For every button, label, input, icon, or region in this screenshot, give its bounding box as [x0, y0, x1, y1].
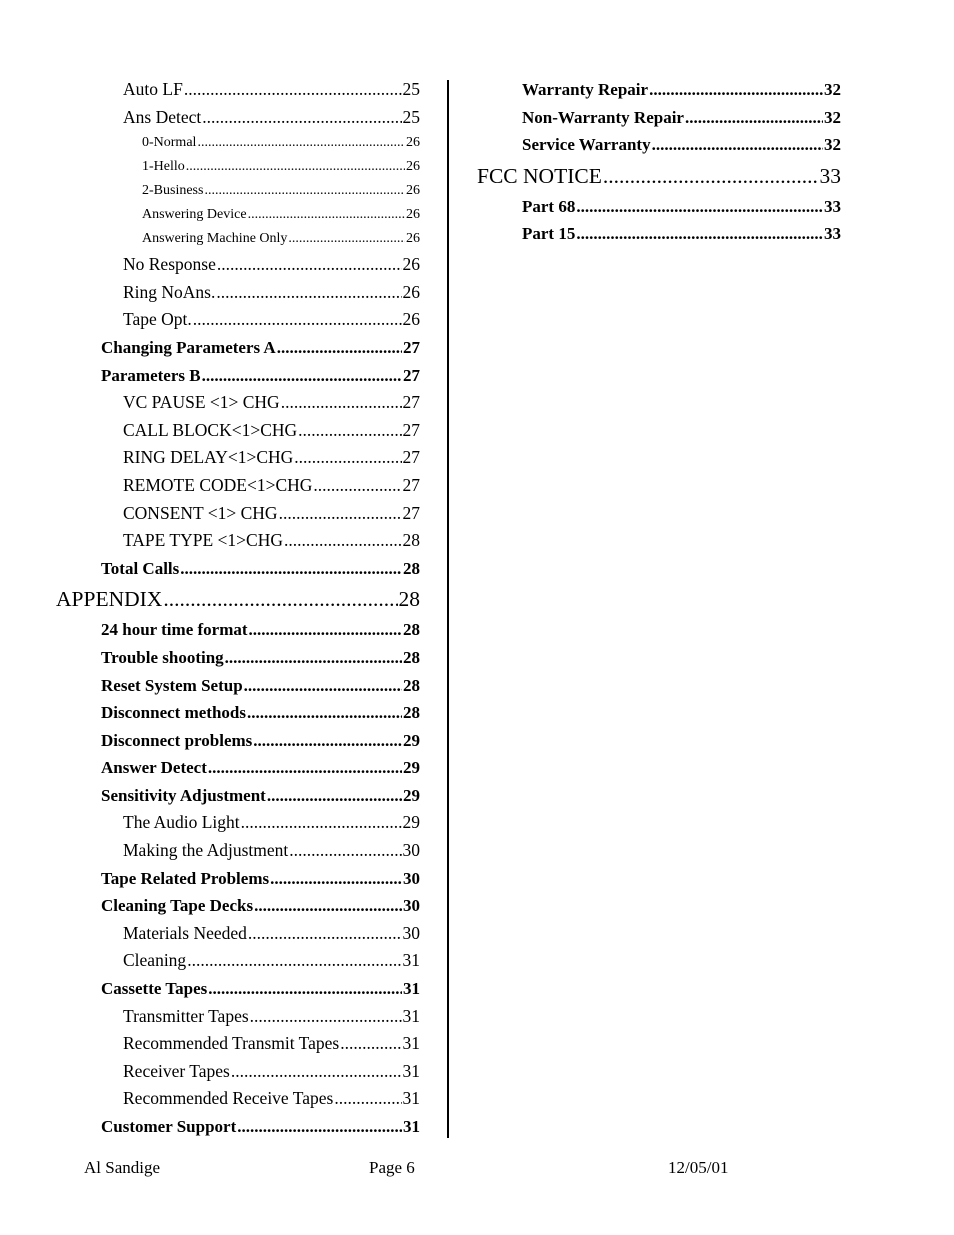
- toc-entry[interactable]: [56, 279, 420, 307]
- toc-entry-label: Non-Warranty Repair: [522, 107, 684, 127]
- toc-entry-page: 27: [402, 419, 420, 440]
- toc-entry[interactable]: [56, 947, 420, 975]
- toc-entry[interactable]: [56, 837, 420, 865]
- toc-entry[interactable]: [56, 362, 420, 390]
- toc-entry-label: Sensitivity Adjustment: [101, 785, 266, 805]
- toc-entry-label: No Response: [123, 254, 216, 275]
- toc-entry[interactable]: [56, 155, 420, 179]
- toc-entry-page: 31: [402, 1033, 420, 1054]
- toc-entry-page: 28: [403, 620, 420, 640]
- toc-column-right: [477, 76, 841, 248]
- toc-entry[interactable]: [56, 865, 420, 893]
- toc-dot-leader: [241, 809, 402, 837]
- toc-entry-label: 1-Hello: [142, 159, 185, 175]
- toc-entry-label: Transmitter Tapes: [123, 1005, 249, 1026]
- toc-dot-leader: [603, 159, 819, 193]
- toc-entry[interactable]: [56, 389, 420, 417]
- toc-dot-leader: [576, 220, 823, 248]
- toc-dot-leader: [193, 306, 402, 334]
- toc-entry-page: 32: [824, 107, 841, 127]
- toc-entry-page: 27: [402, 502, 420, 523]
- toc-entry-page: 26: [402, 281, 420, 302]
- toc-entry-label: CALL BLOCK<1>CHG: [123, 419, 298, 440]
- toc-dot-leader: [187, 947, 401, 975]
- toc-dot-leader: [294, 444, 401, 472]
- toc-dot-leader: [180, 555, 402, 583]
- toc-entry-label: Disconnect problems: [101, 730, 253, 750]
- toc-entry-page: 26: [402, 309, 420, 330]
- toc-entry-label: Parameters B: [101, 365, 201, 385]
- toc-entry-label: Warranty Repair: [522, 80, 649, 99]
- toc-entry-page: 31: [402, 1088, 420, 1109]
- toc-entry[interactable]: [477, 193, 841, 221]
- toc-entry-page: 31: [402, 1005, 420, 1026]
- toc-dot-leader: [267, 782, 402, 810]
- toc-entry[interactable]: [56, 616, 420, 644]
- toc-entry-page: 31: [402, 950, 420, 971]
- toc-entry-label: APPENDIX: [56, 587, 163, 612]
- toc-dot-leader: [202, 362, 402, 390]
- toc-entry[interactable]: [56, 727, 420, 755]
- toc-entry[interactable]: [56, 555, 420, 583]
- toc-entry-label: Tape Opt.: [123, 309, 192, 330]
- toc-dot-leader: [247, 699, 402, 727]
- toc-entry-label: Total Calls: [101, 558, 180, 578]
- toc-dot-leader: [576, 193, 823, 221]
- toc-dot-leader: [248, 203, 405, 227]
- toc-entry-page: 29: [403, 758, 420, 778]
- toc-entry-page: 32: [824, 135, 841, 155]
- toc-entry-page: 31: [402, 1060, 420, 1081]
- toc-entry[interactable]: [56, 754, 420, 782]
- toc-dot-leader: [253, 727, 402, 755]
- toc-entry-page: 30: [403, 868, 420, 888]
- toc-entry-label: Answer Detect: [101, 758, 207, 778]
- toc-entry-label: Reset System Setup: [101, 675, 243, 695]
- toc-dot-leader: [277, 334, 402, 362]
- toc-entry-page: 29: [403, 730, 420, 750]
- toc-entry-label: Service Warranty: [522, 135, 651, 155]
- toc-dot-leader: [197, 131, 405, 155]
- toc-entry-label: Tape Related Problems: [101, 868, 270, 888]
- toc-entry-label: Answering Machine Only: [142, 231, 288, 247]
- toc-dot-leader: [279, 500, 402, 528]
- toc-dot-leader: [184, 76, 402, 104]
- toc-entry[interactable]: [56, 1030, 420, 1058]
- toc-entry-label: Part 68: [522, 196, 576, 216]
- toc-entry-label: Ans Detect: [123, 106, 202, 127]
- toc-dot-leader: [248, 920, 402, 948]
- toc-entry-label: Making the Adjustment: [123, 840, 289, 861]
- toc-entry[interactable]: [56, 699, 420, 727]
- toc-entry[interactable]: [56, 131, 420, 155]
- toc-dot-leader: [313, 472, 401, 500]
- toc-dot-leader: [249, 616, 402, 644]
- toc-entry[interactable]: [56, 782, 420, 810]
- toc-entry[interactable]: [477, 131, 841, 159]
- toc-dot-leader: [204, 179, 405, 203]
- toc-dot-leader: [231, 1058, 402, 1086]
- toc-entry-page: 28: [403, 703, 420, 723]
- toc-entry[interactable]: [56, 1058, 420, 1086]
- toc-dot-leader: [334, 1085, 401, 1113]
- toc-dot-leader: [202, 104, 401, 132]
- toc-entry-label: CONSENT <1> CHG: [123, 502, 278, 523]
- toc-entry-page: 30: [402, 922, 420, 943]
- toc-entry-page: 29: [402, 812, 420, 833]
- toc-dot-leader: [237, 1113, 402, 1141]
- toc-entry[interactable]: [477, 76, 841, 104]
- toc-entry-label: FCC NOTICE: [477, 163, 602, 188]
- toc-entry-page: 28: [398, 587, 420, 612]
- toc-entry-page: 33: [819, 163, 841, 188]
- column-divider: [447, 80, 449, 1138]
- toc-entry[interactable]: [56, 251, 420, 279]
- toc-entry-page: 26: [406, 207, 420, 223]
- toc-entry-page: 29: [403, 785, 420, 805]
- toc-entry-page: 26: [402, 254, 420, 275]
- toc-entry[interactable]: [56, 179, 420, 203]
- toc-entry-page: 30: [402, 840, 420, 861]
- toc-entry-label: RING DELAY<1>CHG: [123, 447, 294, 468]
- toc-entry[interactable]: [477, 220, 841, 248]
- toc-entry-label: Cleaning Tape Decks: [101, 896, 254, 916]
- toc-entry[interactable]: [56, 809, 420, 837]
- toc-entry-label: Materials Needed: [123, 922, 247, 943]
- toc-entry-label: REMOTE CODE<1>CHG: [123, 474, 313, 495]
- toc-dot-leader: [244, 672, 402, 700]
- toc-entry-label: 0-Normal: [142, 135, 197, 151]
- toc-entry-page: 27: [403, 365, 420, 385]
- toc-entry-page: 28: [402, 530, 420, 551]
- toc-entry-label: Trouble shooting: [101, 647, 224, 667]
- toc-entry-label: Recommended Receive Tapes: [123, 1088, 334, 1109]
- toc-entry-label: Auto LF: [123, 79, 183, 99]
- footer-author: Al Sandige: [84, 1158, 161, 1177]
- toc-entry-page: 30: [403, 896, 420, 916]
- toc-entry-page: 27: [403, 337, 420, 357]
- toc-entry-label: 24 hour time format: [101, 620, 248, 640]
- toc-dot-leader: [652, 131, 823, 159]
- toc-entry-page: 33: [824, 224, 841, 244]
- toc-entry[interactable]: [56, 644, 420, 672]
- toc-entry-page: 31: [403, 1117, 420, 1136]
- toc-entry-page: 28: [403, 647, 420, 667]
- toc-dot-leader: [216, 279, 401, 307]
- toc-entry-page: 26: [406, 135, 420, 151]
- toc-dot-leader: [254, 892, 402, 920]
- toc-entry[interactable]: [56, 472, 420, 500]
- toc-entry[interactable]: [477, 159, 841, 193]
- toc-entry-page: 27: [402, 392, 420, 413]
- toc-entry-label: Changing Parameters A: [101, 337, 276, 357]
- toc-entry[interactable]: [56, 76, 420, 104]
- toc-entry[interactable]: [56, 582, 420, 616]
- toc-entry-page: 25: [402, 79, 420, 99]
- toc-column-left: [56, 76, 420, 1141]
- toc-entry-page: 25: [402, 106, 420, 127]
- toc-dot-leader: [217, 251, 402, 279]
- toc-dot-leader: [225, 644, 402, 672]
- toc-entry[interactable]: [56, 203, 420, 227]
- footer-page-number: Page 6: [369, 1158, 415, 1177]
- toc-entry-page: 31: [403, 979, 420, 999]
- toc-entry[interactable]: [56, 444, 420, 472]
- toc-entry-label: Answering Device: [142, 207, 247, 223]
- toc-dot-leader: [186, 155, 405, 179]
- toc-dot-leader: [284, 527, 402, 555]
- toc-entry-label: Cassette Tapes: [101, 979, 208, 999]
- toc-entry-page: 28: [403, 675, 420, 695]
- toc-entry[interactable]: [56, 417, 420, 445]
- toc-entry-page: 26: [406, 231, 420, 247]
- toc-entry-label: VC PAUSE <1> CHG: [123, 392, 280, 413]
- toc-dot-leader: [270, 865, 402, 893]
- toc-entry-label: TAPE TYPE <1>CHG: [123, 530, 283, 551]
- toc-entry-label: Receiver Tapes: [123, 1060, 230, 1081]
- toc-entry-page: 32: [824, 80, 841, 99]
- toc-entry[interactable]: [56, 1085, 420, 1113]
- toc-entry[interactable]: [56, 975, 420, 1003]
- toc-entry-page: 28: [403, 558, 420, 578]
- toc-entry[interactable]: [56, 306, 420, 334]
- toc-entry[interactable]: [56, 1113, 420, 1141]
- toc-dot-leader: [163, 582, 397, 616]
- toc-entry[interactable]: [56, 334, 420, 362]
- toc-entry[interactable]: [56, 527, 420, 555]
- toc-entry[interactable]: [56, 500, 420, 528]
- toc-entry-label: Customer Support: [101, 1117, 237, 1136]
- toc-entry[interactable]: [56, 1003, 420, 1031]
- toc-entry-label: Recommended Transmit Tapes: [123, 1033, 340, 1054]
- toc-dot-leader: [685, 104, 823, 132]
- toc-entry-page: 33: [824, 196, 841, 216]
- toc-dot-leader: [289, 837, 401, 865]
- toc-entry-page: 26: [406, 159, 420, 175]
- toc-dot-leader: [298, 417, 401, 445]
- toc-dot-leader: [649, 76, 823, 104]
- toc-entry-label: The Audio Light: [123, 812, 240, 833]
- toc-dot-leader: [208, 754, 402, 782]
- toc-entry[interactable]: [56, 920, 420, 948]
- toc-dot-leader: [208, 975, 402, 1003]
- toc-entry-label: Part 15: [522, 224, 576, 244]
- toc-entry-label: Ring NoAns.: [123, 281, 216, 302]
- toc-entry-label: Cleaning: [123, 950, 187, 971]
- toc-entry[interactable]: [477, 104, 841, 132]
- toc-entry-page: 27: [402, 447, 420, 468]
- toc-entry[interactable]: [56, 104, 420, 132]
- toc-entry-label: 2-Business: [142, 183, 204, 199]
- toc-entry[interactable]: [56, 892, 420, 920]
- toc-entry[interactable]: [56, 672, 420, 700]
- footer-date: 12/05/01: [668, 1158, 729, 1177]
- toc-dot-leader: [250, 1003, 402, 1031]
- toc-dot-leader: [288, 227, 405, 251]
- toc-dot-leader: [340, 1030, 401, 1058]
- toc-entry-page: 27: [402, 474, 420, 495]
- toc-entry-page: 26: [406, 183, 420, 199]
- toc-entry-label: Disconnect methods: [101, 703, 246, 723]
- toc-entry[interactable]: [56, 227, 420, 251]
- toc-dot-leader: [281, 389, 402, 417]
